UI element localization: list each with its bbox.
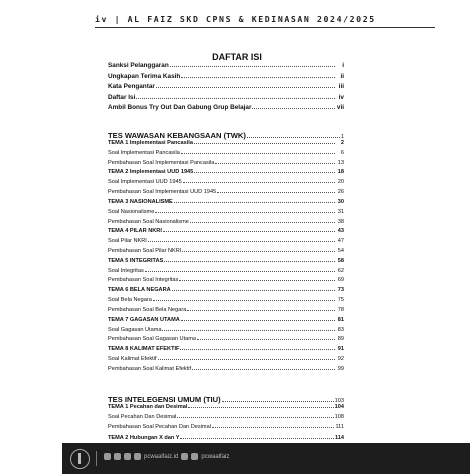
- toc-entry-label: Soal Nasionalisme: [108, 208, 155, 215]
- dot-leader: [181, 77, 335, 78]
- toc-entry-page: 47: [337, 238, 344, 245]
- dot-leader: [212, 427, 335, 428]
- twk-heading-label: TES WAWASAN KEBANGSAAN (TWK): [108, 131, 246, 140]
- toc-entry-page: 13: [337, 159, 344, 166]
- dot-leader: [136, 98, 335, 99]
- toc-entry-page: 81: [337, 316, 344, 323]
- toc-entry: [108, 100, 344, 111]
- instagram-icon: [181, 453, 188, 460]
- toc-entry: [108, 90, 344, 101]
- toc-entry-label: Pembahasan Soal Bela Negara: [108, 306, 187, 313]
- toc-entry-label: Soal Integritas: [108, 267, 144, 274]
- toc-entry-page: 92: [337, 356, 344, 363]
- toc-entry-page: 54: [337, 248, 344, 255]
- toc-entry-page: i: [342, 62, 344, 69]
- toc-entry-page: 26: [337, 189, 344, 196]
- toc-entry-page: 108: [334, 414, 344, 421]
- footer-handle-1: pcwaalfaiz.id: [144, 453, 179, 460]
- toc-entry-page: vii: [336, 104, 344, 112]
- toc-entry-page: 18: [337, 169, 344, 176]
- toc-entry-label: TEMA 5 INTEGRITAS: [108, 257, 164, 264]
- running-header: iv | AL FAIZ SKD CPNS & KEDINASAN 2024/2025: [95, 14, 376, 24]
- toc-entry: [108, 58, 344, 69]
- toc-entry-page: 78: [337, 306, 344, 313]
- footer-bar: [62, 443, 470, 474]
- toc-entry-label: Pembahasan Soal Implementasi Pancasila: [108, 159, 215, 166]
- toc-entry-label: TEMA 4 PILAR NKRI: [108, 228, 162, 235]
- toc-entry-label: Soal Bela Negara: [108, 297, 152, 304]
- dot-leader: [177, 417, 333, 418]
- toc-entry-label: Soal Implementasi UUD 1945: [108, 179, 182, 186]
- toc-entry-page: 30: [337, 198, 344, 205]
- tiktok-icon: [191, 453, 198, 460]
- toc-title: DAFTAR ISI: [212, 52, 262, 62]
- toc-entry-page: 58: [337, 257, 344, 264]
- toc-entry-page: 2: [340, 140, 344, 146]
- toc-entry-label: Soal Gagasan Utama: [108, 326, 162, 333]
- toc-entry-label: Kata Pengantar: [108, 83, 155, 91]
- toc-entry-label: Pembahasan Soal Gagasan Utama: [108, 336, 197, 343]
- toc-entry-label: TEMA 3 NASIONALISME: [108, 198, 173, 205]
- instagram-icon: [104, 453, 111, 460]
- toc-entry-label: Pembahasan Soal Pilar NKRI: [108, 248, 182, 255]
- toc-entry-label: TEMA 2 Implementasi UUD 1945: [108, 169, 194, 176]
- toc-entry-label: Soal Kalimat Efektif: [108, 356, 157, 363]
- twk-heading-page: 1: [340, 134, 344, 140]
- footer-divider: [96, 451, 97, 466]
- toc-entry-page: 62: [337, 267, 344, 274]
- toc-entry-label: TEMA 2 Hubungan X dan Y: [108, 434, 180, 441]
- dot-leader: [252, 108, 335, 109]
- toc-entry-label: TEMA 1 Pecahan dan Desimal: [108, 404, 188, 410]
- toc-entry-page: 89: [337, 336, 344, 343]
- dot-leader: [192, 369, 335, 370]
- toc-entry-page: 83: [337, 326, 344, 333]
- dot-leader: [188, 407, 333, 408]
- header-rule: [95, 27, 435, 28]
- toc-entry: [108, 79, 344, 90]
- toc-entry: [108, 69, 344, 80]
- toc-entry-page: 43: [337, 228, 344, 235]
- toc-entry-label: TEMA 6 BELA NEGARA: [108, 287, 171, 294]
- toc-entry-label: Pembahasan Soal Pecahan Dan Desimal: [108, 424, 211, 431]
- toc-entry-label: Sanksi Pelanggaran: [108, 62, 169, 69]
- toc-entry: [108, 430, 344, 441]
- tiu-heading-page: 103: [334, 398, 344, 404]
- toc-entry-page: 31: [337, 208, 344, 215]
- toc-entry-label: Ambil Bonus Try Out Dan Gabung Grup Belajar: [108, 104, 252, 112]
- toc-entry-page: 38: [337, 218, 344, 225]
- facebook-icon: [134, 453, 141, 460]
- toc-entry-label: Pembahasan Soal Kalimat Efektif: [108, 365, 192, 372]
- toc-entry-label: Pembahasan Soal Integritas: [108, 277, 179, 284]
- dot-leader: [170, 66, 335, 67]
- toc-entry-page: 111: [335, 424, 344, 431]
- tiktok-icon: [114, 453, 121, 460]
- toc-entry-label: Pembahasan Soal Nasionalisme: [108, 218, 189, 225]
- toc-entry-label: Pembahasan Soal Implementasi UUD 1945: [108, 189, 217, 196]
- publisher-logo-icon: [70, 449, 90, 469]
- toc-entry-page: 75: [337, 297, 344, 304]
- toc-entry-page: 104: [334, 404, 344, 410]
- footer-social: [104, 453, 229, 460]
- footer-handle-2: pcwaalfaiz: [201, 453, 230, 460]
- toc-entry-label: TEMA 7 GAGASAN UTAMA: [108, 316, 180, 323]
- toc-entry-label: TEMA 8 KALIMAT EFEKTIF: [108, 346, 180, 353]
- toc-entry-page: 99: [337, 365, 344, 372]
- toc-entry-page: 20: [337, 179, 344, 186]
- toc-entry: [108, 361, 344, 372]
- toc-entry-page: 73: [337, 287, 344, 294]
- dot-leader: [156, 87, 335, 88]
- toc-entry-page: 69: [337, 277, 344, 284]
- dot-leader: [180, 438, 333, 439]
- toc-entry-page: ii: [340, 72, 344, 80]
- toc-entry-page: 114: [334, 434, 344, 441]
- toc-entry-page: 6: [340, 149, 344, 156]
- toc-entry-page: iv: [338, 93, 344, 101]
- toc-entry-page: iii: [338, 83, 344, 91]
- toc-entry-label: Daftar Isi: [108, 93, 136, 101]
- toc-entry-label: Soal Pilar NKRI: [108, 238, 147, 245]
- toc-entry-label: Soal Pecahan Dan Desimal: [108, 414, 177, 421]
- toc-entry-label: TEMA 1 Implementasi Pancasila: [108, 140, 193, 146]
- toc-entry-label: Soal Implementasi Pancasila: [108, 149, 180, 156]
- toc-entry-page: 91: [337, 346, 344, 353]
- youtube-icon: [124, 453, 131, 460]
- tiu-heading-label: TES INTELEGENSI UMUM (TIU): [108, 395, 221, 404]
- toc-entry-label: Ungkapan Terima Kasih: [108, 72, 181, 80]
